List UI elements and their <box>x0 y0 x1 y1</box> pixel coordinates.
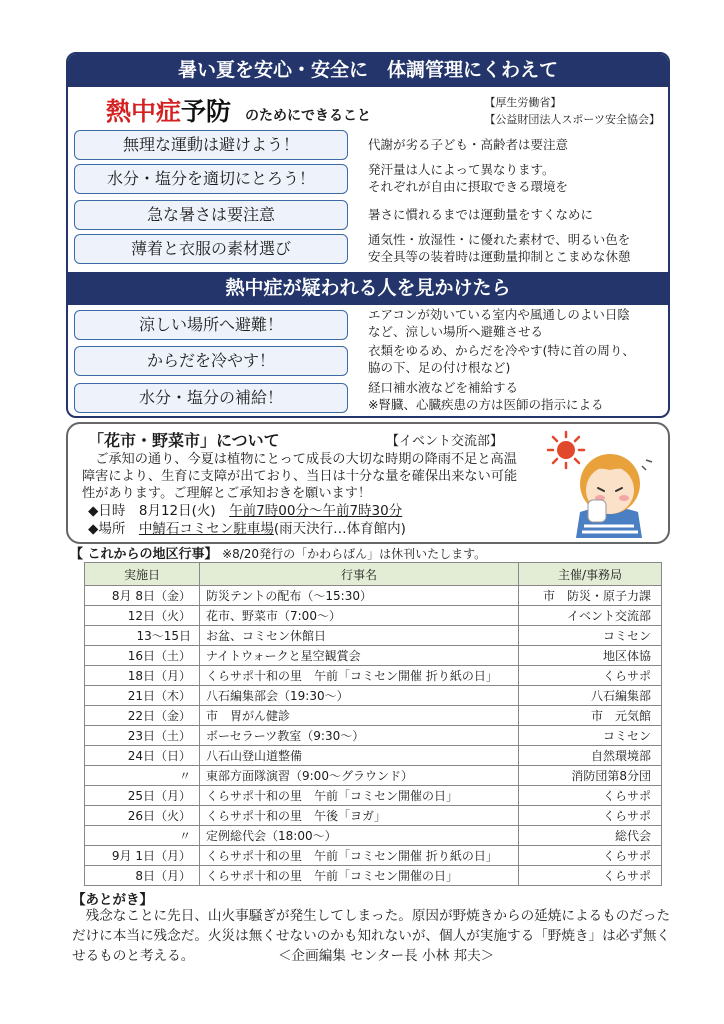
event-name: 定例総代会（18:00～） <box>200 826 519 846</box>
event-name: くらサポ十和の里 午後「ヨガ」 <box>200 806 519 826</box>
event-date: 8月 8日（金） <box>85 586 200 606</box>
action-desc-line: エアコンが効いている室内や風通しのよい日陰 <box>368 307 630 322</box>
event-organizer: 地区体協 <box>519 646 662 666</box>
event-date: 8日（月） <box>85 866 200 886</box>
action-desc <box>368 379 664 413</box>
event-organizer: 八石編集部 <box>519 686 662 706</box>
heat-banner-2: 熱中症が疑われる人を見かけたら <box>68 272 668 305</box>
action-desc-line: など、涼しい場所へ避難させる <box>368 324 544 339</box>
table-row <box>85 686 662 706</box>
event-organizer: くらサポ <box>519 666 662 686</box>
tip-pill: 急な暑さは要注意 <box>74 200 348 230</box>
table-row <box>85 866 662 886</box>
tip-desc-line: 通気性・放湿性・に優れた素材で、明るい色を <box>368 232 631 247</box>
action-desc <box>368 306 664 340</box>
event-date: 24日（日） <box>85 746 200 766</box>
event-organizer: 自然環境部 <box>519 746 662 766</box>
action-desc-line: ※腎臓、心臓疾患の方は医師の指示による <box>368 397 604 412</box>
action-pill: からだを冷やす！ <box>74 346 348 376</box>
event-name: くらサポ十和の里 午前「コミセン開催の日」 <box>200 786 519 806</box>
heatstroke-panel <box>66 52 670 418</box>
tip-desc <box>368 231 664 265</box>
events-heading-title: 【 これからの地区行事】 <box>70 547 218 562</box>
tip-desc-line: 暑さに慣れるまでは運動量をすくなめに <box>368 207 594 222</box>
notice-place-note: (雨天決行…体育館内) <box>273 521 406 537</box>
action-desc-line: 脇の下、足の付け根など) <box>368 360 511 375</box>
notice-place-name: 中鯖石コミセン駐車場 <box>138 521 274 537</box>
afterword-text: 残念なことに先日、山火事騒ぎが発生してしまった。原因が野焼きからの延焼によるものだっただけに本当に残念だ。火災は無くせないのかも知れないが、個人が実施する「野焼き」は必ず無くせるものと考える。 <box>72 908 671 964</box>
event-organizer: くらサポ <box>519 806 662 826</box>
table-row <box>85 666 662 686</box>
event-name: ナイトウォークと星空観賞会 <box>200 646 519 666</box>
tip-desc-line: 代謝が劣る子ども・高齢者は要注意 <box>368 137 569 152</box>
tip-desc-line: それぞれが自由に摂取できる環境を <box>368 179 569 194</box>
event-date: 16日（土） <box>85 646 200 666</box>
events-body <box>85 586 662 886</box>
table-row <box>85 806 662 826</box>
event-date: 18日（月） <box>85 666 200 686</box>
event-name: 八石山登山道整備 <box>200 746 519 766</box>
event-name: くらサポ十和の里 午前「コミセン開催 折り紙の日」 <box>200 846 519 866</box>
event-date: 13～15日 <box>85 626 200 646</box>
event-date: 9月 1日（月） <box>85 846 200 866</box>
tip-pill: 水分・塩分を適切にとろう！ <box>74 164 348 194</box>
event-date: 21日（木） <box>85 686 200 706</box>
event-date: 23日（土） <box>85 726 200 746</box>
event-organizer: 市 元気館 <box>519 706 662 726</box>
event-organizer: イベント交流部 <box>519 606 662 626</box>
event-name: 防災テントの配布（～15:30） <box>200 586 519 606</box>
event-organizer: くらサポ <box>519 786 662 806</box>
heat-title-red: 熱中症 <box>106 97 182 126</box>
event-name: 花市、野菜市（7:00～） <box>200 606 519 626</box>
event-date: 12日（火） <box>85 606 200 626</box>
action-pill: 水分・塩分の補給！ <box>74 383 348 413</box>
tip-desc-line: 発汗量は人によって異なります。 <box>368 162 555 177</box>
col-date: 実施日 <box>85 563 200 586</box>
event-organizer: 消防団第8分団 <box>519 766 662 786</box>
event-name: 八石編集部会（19:30～） <box>200 686 519 706</box>
heat-banner: 暑い夏を安心・安全に 体調管理にくわえて <box>68 54 668 87</box>
market-notice <box>66 422 670 544</box>
events-table <box>84 562 662 886</box>
heat-sources <box>484 94 660 128</box>
action-pill: 涼しい場所へ避難！ <box>74 310 348 340</box>
events-note: ※8/20発行の「かわらばん」は休刊いたします。 <box>222 547 487 561</box>
action-desc-line: 経口補水液などを補給する <box>368 380 519 395</box>
event-organizer: コミセン <box>519 626 662 646</box>
table-row <box>85 746 662 766</box>
event-name: くらサポ十和の里 午前「コミセン開催 折り紙の日」 <box>200 666 519 686</box>
event-date: 26日（火） <box>85 806 200 826</box>
tip-desc <box>368 136 664 153</box>
col-event: 行事名 <box>200 563 519 586</box>
table-row <box>85 766 662 786</box>
event-organizer: 市 防災・原子力課 <box>519 586 662 606</box>
events-heading <box>70 543 486 562</box>
event-date: 〃 <box>85 826 200 846</box>
action-desc-line: 衣類をゆるめ、からだを冷やす(特に首の周り、 <box>368 343 635 358</box>
table-row <box>85 726 662 746</box>
table-row <box>85 626 662 646</box>
notice-title: 「花市・野菜市」について <box>88 431 280 450</box>
heat-title <box>106 92 371 128</box>
event-name: 東部方面隊演習（9:00～グラウンド） <box>200 766 519 786</box>
action-desc <box>368 342 664 376</box>
event-name: ボーセラーツ教室（9:30～） <box>200 726 519 746</box>
table-row <box>85 606 662 626</box>
event-organizer: くらサポ <box>519 866 662 886</box>
source-mhlw: 【厚生労働省】 <box>484 96 562 109</box>
table-row <box>85 826 662 846</box>
notice-date <box>88 502 402 520</box>
person-icon <box>576 454 652 538</box>
event-organizer: くらサポ <box>519 846 662 866</box>
tip-pill: 無理な運動は避けよう！ <box>74 130 348 160</box>
event-date: 〃 <box>85 766 200 786</box>
notice-place <box>88 520 406 538</box>
sun-icon <box>548 432 584 468</box>
afterword-heading: 【あとがき】 <box>72 892 153 908</box>
event-date: 25日（月） <box>85 786 200 806</box>
notice-body: ご承知の通り、今夏は植物にとって成長の大切な時期の降雨不足と高温障害により、生育に支障が出ており、当日は十分な量を確保出来ない可能性があります。ご理解とご承知おきを願います！ <box>82 452 518 501</box>
event-name: お盆、コミセン休館日 <box>200 626 519 646</box>
event-organizer: 総代会 <box>519 826 662 846</box>
table-row <box>85 706 662 726</box>
table-header-row <box>85 563 662 586</box>
tip-desc <box>368 161 664 195</box>
notice-time: 午前7時00分～午前7時30分 <box>229 503 403 519</box>
table-row <box>85 586 662 606</box>
table-row <box>85 646 662 666</box>
heat-title-black: 予防 <box>181 97 232 126</box>
col-organizer: 主催/事務局 <box>519 563 662 586</box>
event-name: くらサポ十和の里 午前「コミセン開催の日」 <box>200 866 519 886</box>
notice-dept: 【イベント交流部】 <box>386 434 504 449</box>
hot-person-illustration <box>538 426 664 538</box>
notice-date-label: ◆日時 8月12日(火) <box>88 503 230 519</box>
source-sports-assoc: 【公益財団法人スポーツ安全協会】 <box>484 113 660 126</box>
tip-pill: 薄着と衣服の素材選び <box>74 234 348 264</box>
tip-desc-line: 安全具等の装着時は運動量抑制とこまめな休憩 <box>368 249 631 264</box>
event-date: 22日（金） <box>85 706 200 726</box>
table-row <box>85 786 662 806</box>
heat-subtitle: のためにできること <box>245 108 372 124</box>
table-row <box>85 846 662 866</box>
event-name: 市 胃がん健診 <box>200 706 519 726</box>
notice-place-label: ◆場所 <box>88 521 139 537</box>
tip-desc <box>368 206 664 223</box>
afterword-signature: ＜企画編集 センター長 小林 邦夫＞ <box>277 948 495 964</box>
afterword-body <box>72 906 672 966</box>
event-organizer: コミセン <box>519 726 662 746</box>
